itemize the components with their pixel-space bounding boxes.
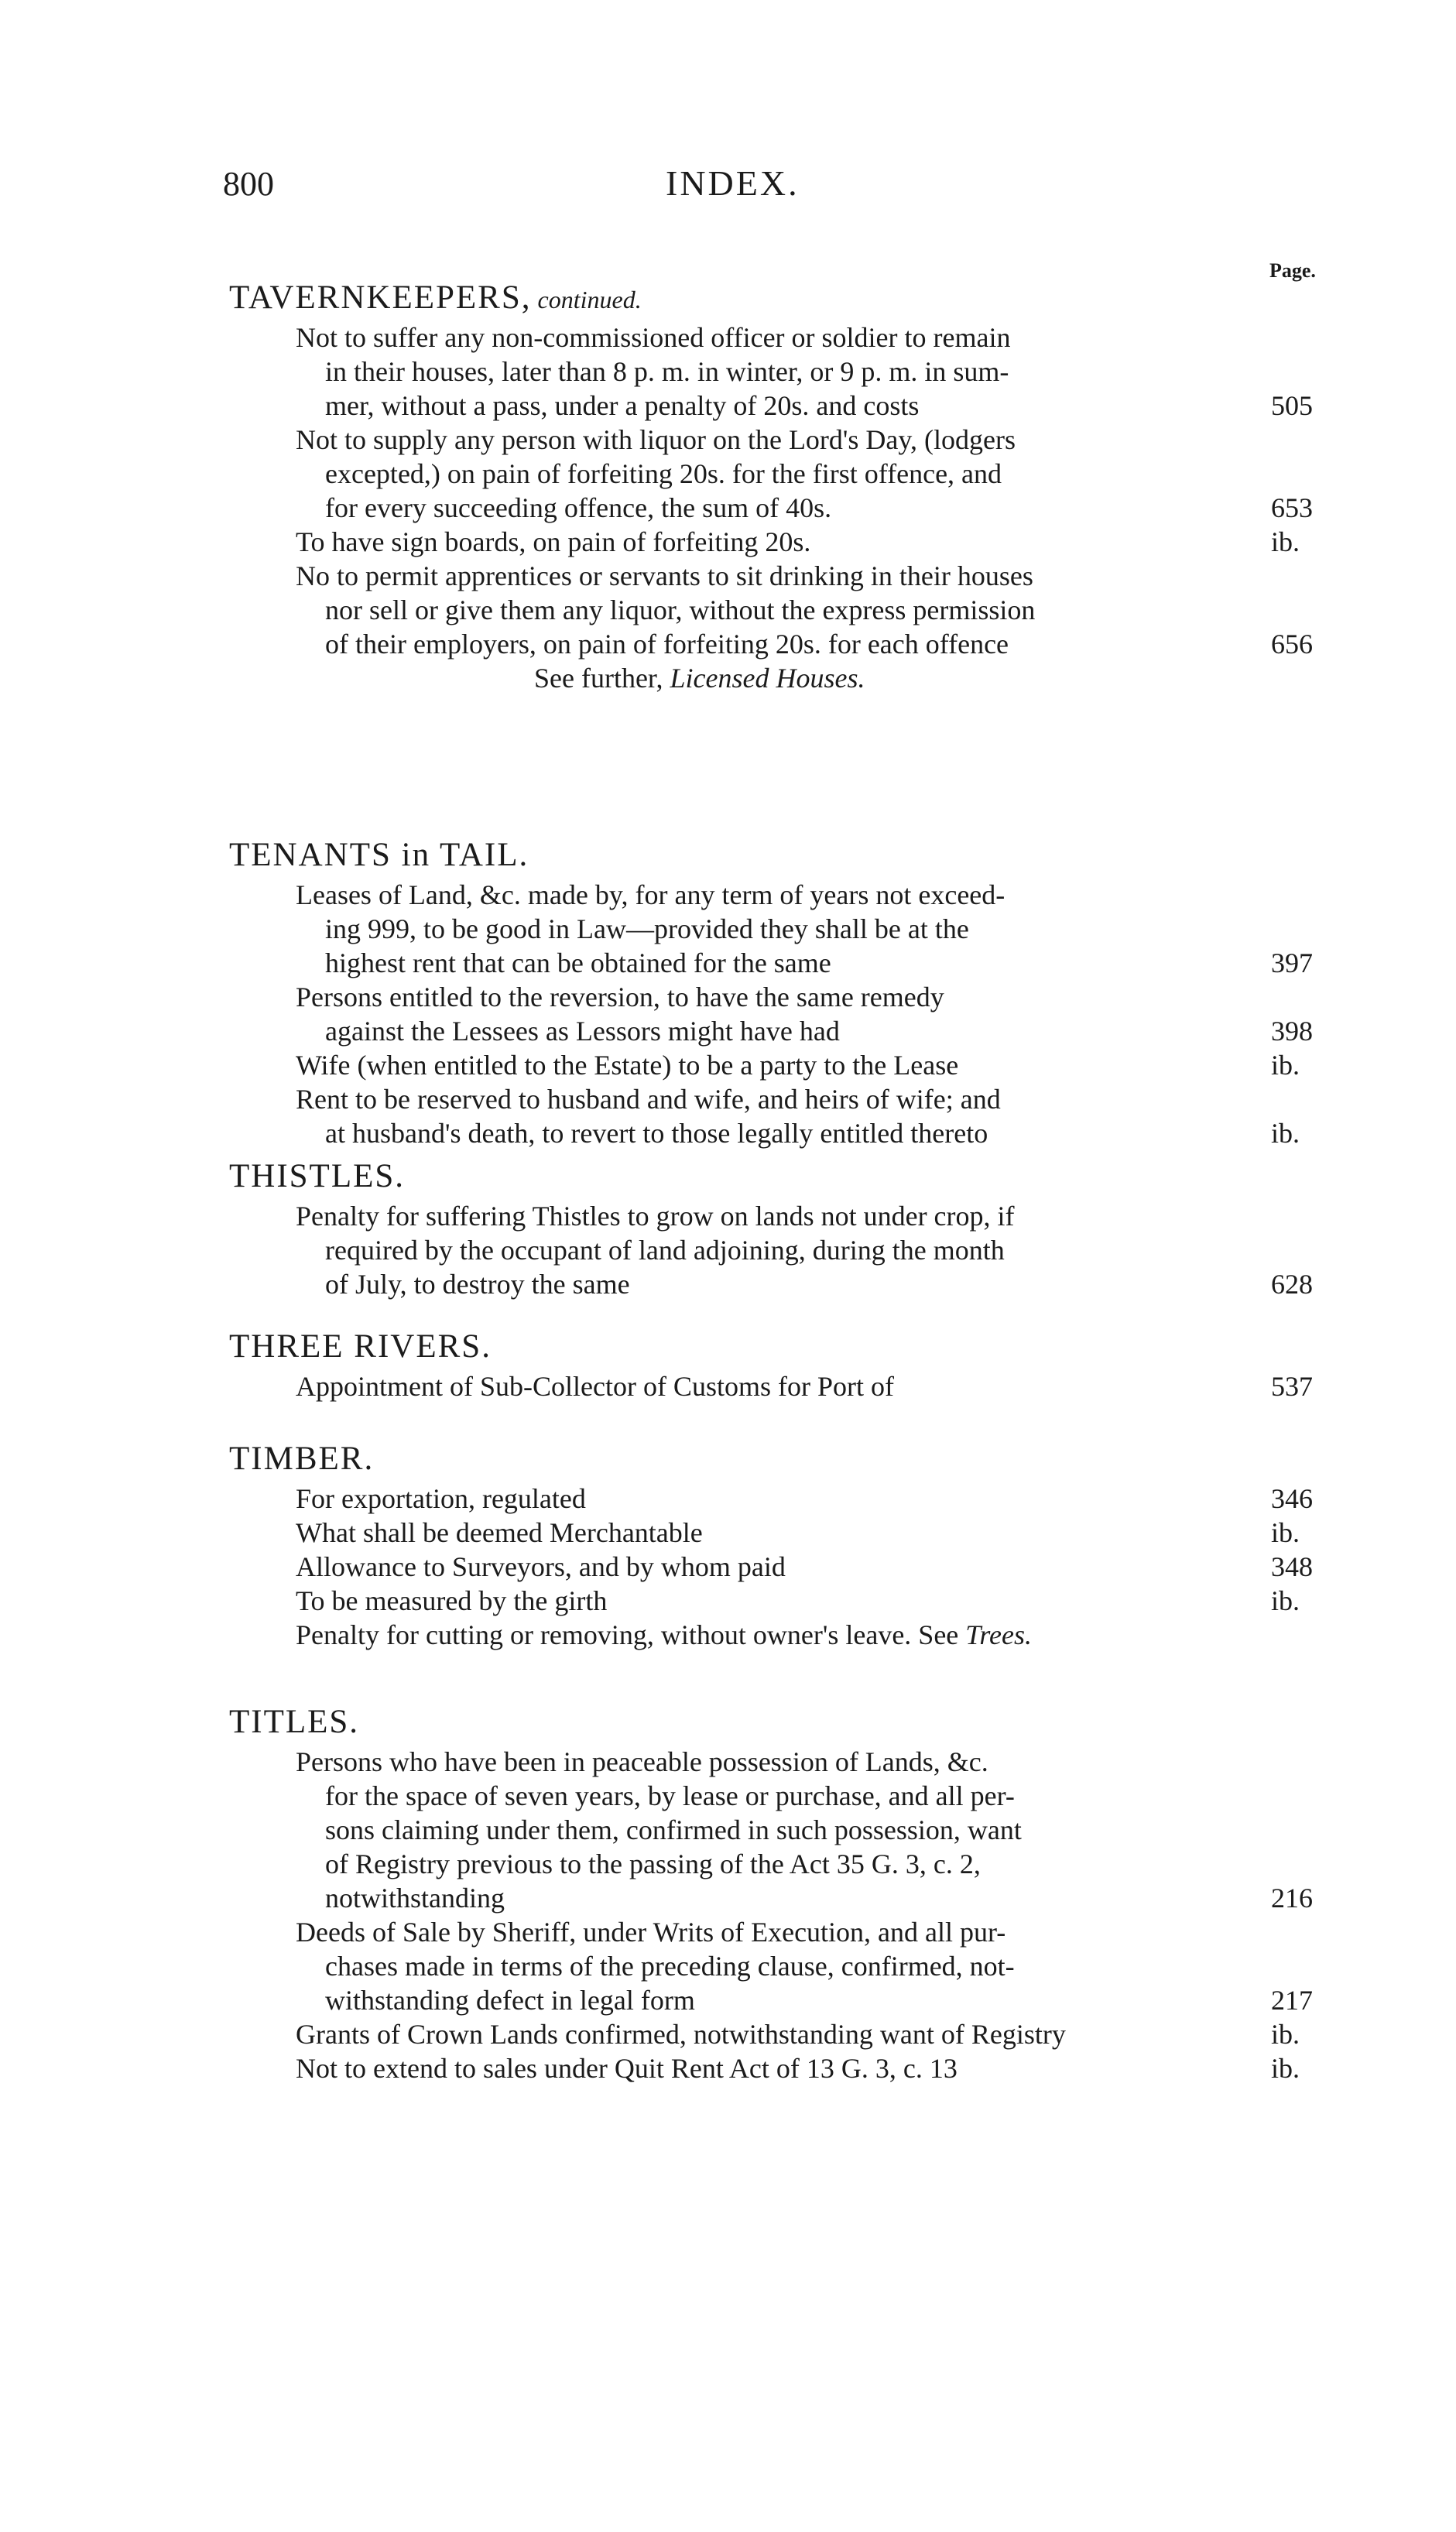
entry-line: withstanding defect in legal form — [325, 1985, 695, 2016]
entry-line: excepted,) on pain of forfeiting 20s. for the first offence, and — [325, 458, 1002, 489]
entry-line: What shall be deemed Merchantable — [296, 1517, 703, 1548]
entry-line: chases made in terms of the preceding clause, confirmed, not- — [325, 1951, 1015, 1982]
entry-line: Not to suffer any non-commissioned officer or soldier to remain — [296, 322, 1011, 353]
page-reference: 537 — [1271, 1371, 1313, 1402]
entry-line: To be measured by the girth — [296, 1585, 608, 1616]
see-also-reference: Licensed Houses. — [670, 663, 865, 694]
entry-line: Not to extend to sales under Quit Rent Act of 13 G. 3, c. 13 — [296, 2053, 958, 2084]
entry-line: nor sell or give them any liquor, without the express permission — [325, 594, 1036, 625]
entry-line: For exportation, regulated — [296, 1483, 586, 1514]
entry-line: required by the occupant of land adjoining, during the month — [325, 1235, 1005, 1266]
entry-line: for the space of seven years, by lease or purchase, and all per- — [325, 1780, 1015, 1811]
page-reference: 346 — [1271, 1483, 1313, 1514]
section-heading-text: TENANTS in TAIL. — [229, 837, 529, 873]
entry-line: ing 999, to be good in Law—provided they shall be at the — [325, 913, 969, 944]
page-reference: 628 — [1271, 1269, 1313, 1300]
entry-line: sons claiming under them, confirmed in such possession, want — [325, 1814, 1022, 1845]
entry-line: of their employers, on pain of forfeiting 20s. for each offence — [325, 629, 1009, 660]
page-reference: 397 — [1271, 947, 1313, 978]
page-reference: 656 — [1271, 629, 1313, 660]
section-heading — [229, 1440, 374, 1478]
entry-line: Wife (when entitled to the Estate) to be a party to the Lease — [296, 1050, 959, 1081]
entry-line: of July, to destroy the same — [325, 1269, 630, 1300]
page-reference: ib. — [1271, 2053, 1300, 2084]
entry-line: No to permit apprentices or servants to sit drinking in their houses — [296, 560, 1033, 591]
entry-line: for every succeeding offence, the sum of 40s. — [325, 492, 832, 523]
section-heading — [229, 1703, 359, 1741]
section-heading — [229, 279, 642, 317]
page-reference: 217 — [1271, 1985, 1313, 2016]
section-heading-text: THISTLES. — [229, 1158, 406, 1194]
page-reference: ib. — [1271, 1118, 1300, 1149]
page-reference: ib. — [1271, 1517, 1300, 1548]
entry-line: at husband's death, to revert to those legally entitled thereto — [325, 1118, 988, 1149]
page-reference: 348 — [1271, 1551, 1313, 1582]
section-heading — [229, 836, 529, 874]
entry-line: Appointment of Sub-Collector of Customs for Port of — [296, 1371, 894, 1402]
section-heading-text: THREE RIVERS. — [229, 1328, 492, 1365]
entry-line: Grants of Crown Lands confirmed, notwithstanding want of Registry — [296, 2019, 1066, 2050]
entry-line: highest rent that can be obtained for the same — [325, 947, 831, 978]
see-also-prefix: See further, — [534, 663, 670, 694]
entry-line: Persons who have been in peaceable possession of Lands, &c. — [296, 1746, 988, 1777]
entry-line: Allowance to Surveyors, and by whom paid — [296, 1551, 786, 1582]
see-also — [534, 661, 865, 695]
section-heading-suffix: continued. — [531, 286, 642, 314]
entry-line: Penalty for cutting or removing, without owner's leave. See Trees. — [296, 1619, 1032, 1650]
section-heading — [229, 1328, 492, 1365]
entry-line: of Registry previous to the passing of the Act 35 G. 3, c. 2, — [325, 1848, 981, 1879]
entry-line: Penalty for suffering Thistles to grow on lands not under crop, if — [296, 1201, 1015, 1232]
page-column-label: Page. — [1269, 259, 1316, 282]
entry-line: Persons entitled to the reversion, to have the same remedy — [296, 982, 944, 1012]
page-number: 800 — [223, 165, 274, 203]
section-heading — [229, 1157, 405, 1195]
section-heading-text: TIMBER. — [229, 1441, 375, 1477]
page-reference: 653 — [1271, 492, 1313, 523]
entry-line: Rent to be reserved to husband and wife, and heirs of wife; and — [296, 1084, 1001, 1115]
page-reference: ib. — [1271, 2019, 1300, 2050]
page-reference: ib. — [1271, 1585, 1300, 1616]
page-reference: 505 — [1271, 390, 1313, 421]
entry-line: notwithstanding — [325, 1883, 505, 1914]
entry-line: Leases of Land, &c. made by, for any term of years not exceed- — [296, 879, 1005, 910]
page-reference: 216 — [1271, 1883, 1313, 1914]
page-reference: ib. — [1271, 526, 1300, 557]
page-reference: ib. — [1271, 1050, 1300, 1081]
entry-line: in their houses, later than 8 p. m. in winter, or 9 p. m. in sum- — [325, 356, 1009, 387]
section-heading-text: TITLES. — [229, 1704, 360, 1740]
entry-line: To have sign boards, on pain of forfeiting 20s. — [296, 526, 811, 557]
entry-line: Not to supply any person with liquor on the Lord's Day, (lodgers — [296, 424, 1016, 455]
entry-line: Deeds of Sale by Sheriff, under Writs of Execution, and all pur- — [296, 1917, 1006, 1948]
section-heading-text: TAVERNKEEPERS, — [229, 279, 532, 316]
cross-reference: Trees. — [958, 1619, 1032, 1650]
page-reference: 398 — [1271, 1016, 1313, 1047]
running-head: INDEX. — [666, 163, 800, 203]
entry-line: against the Lessees as Lessors might have had — [325, 1016, 840, 1047]
entry-line: mer, without a pass, under a penalty of 20s. and costs — [325, 390, 920, 421]
